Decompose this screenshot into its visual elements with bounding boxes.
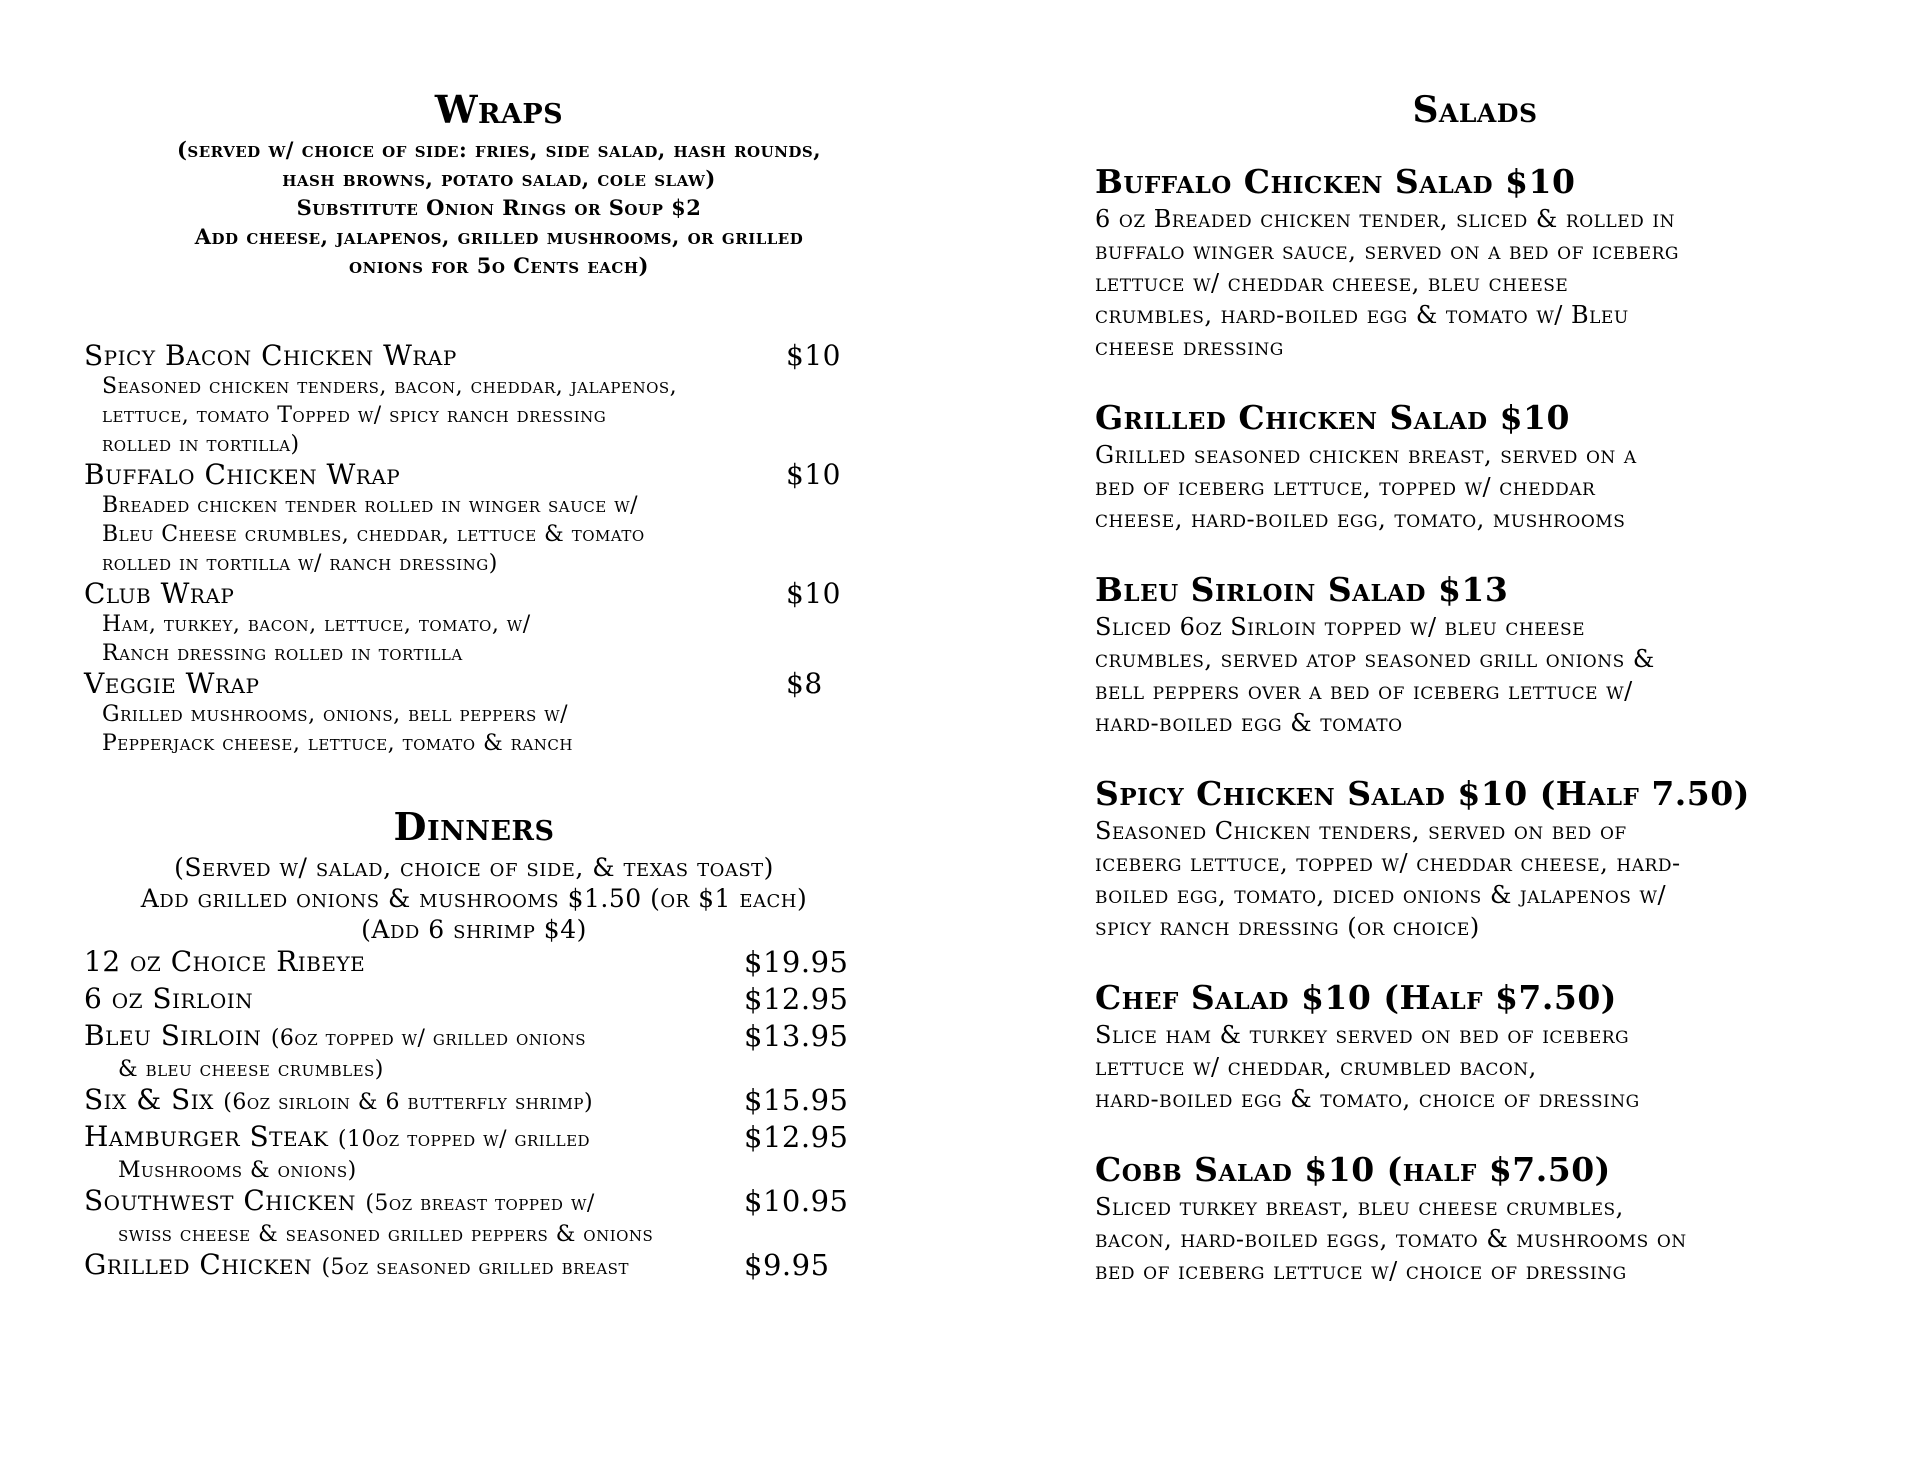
wraps-note-line: onions for 5o Cents each) [349,253,649,278]
salad-description-line: Slice ham & turkey served on bed of iceberg [1095,1021,1630,1049]
item-description-line: Pepperjack cheese, lettuce, tomato & ranch [102,731,573,756]
wraps-note-line: (served w/ choice of side: fries, side salad, hash rounds, [176,137,822,162]
salad-description-line: Seasoned Chicken tenders, served on bed of [1095,817,1627,845]
menu-item-ribeye [84,945,864,982]
salad-description-line: crumbles, served atop seasoned grill onions & [1095,645,1655,673]
item-description-line: Breaded chicken tender rolled in winger sauce w/ [102,493,639,518]
item-price: $12.95 [744,1120,849,1154]
menu-item-spicy-bacon-chicken-wrap [84,340,864,459]
left-column [84,85,914,1285]
salad-heading: Grilled Chicken Salad $10 [1095,398,1570,437]
salad-description-line: iceberg lettuce, topped w/ cheddar cheese, hard- [1095,849,1681,877]
wraps-note-line: Add cheese, jalapenos, grilled mushrooms, or grilled [194,224,804,249]
menu-item-buffalo-chicken-wrap [84,459,864,578]
dinners-title: Dinners [393,804,555,849]
item-description-line: Bleu Cheese crumbles, cheddar, lettuce & tomato [102,522,645,547]
salad-description-line: bacon, hard-boiled eggs, tomato & mushrooms on [1095,1225,1687,1253]
menu-item-sirloin [84,982,864,1019]
item-price: $15.95 [744,1083,849,1117]
item-description-line: Ranch dressing rolled in tortilla [102,641,463,666]
salad-heading: Cobb Salad $10 (half $7.50) [1095,1150,1611,1189]
wraps-note [84,135,914,280]
wraps-note-line: Substitute Onion Rings or Soup $2 [296,195,702,220]
item-name: Buffalo Chicken Wrap [84,458,401,491]
item-description-line: rolled in tortilla w/ ranch dressing) [102,551,498,576]
salad-description-line: bed of iceberg lettuce w/ choice of dressing [1095,1257,1627,1285]
item-price: $19.95 [744,945,849,979]
salad-description-line: Sliced 6oz Sirloin topped w/ bleu cheese [1095,613,1586,641]
item-name: Bleu Sirloin [84,1019,262,1052]
salad-description-line: bell peppers over a bed of iceberg lettuce w/ [1095,677,1633,705]
item-description-line: rolled in tortilla) [102,432,300,457]
salad-description-line: buffalo winger sauce, served on a bed of iceberg [1095,237,1679,265]
menu-item-veggie-wrap [84,668,864,758]
item-name: Veggie Wrap [84,667,260,700]
dinners-section [84,802,864,1285]
item-price: $10 [786,339,841,372]
salad-description-line: Sliced turkey breast, bleu cheese crumbles, [1095,1193,1624,1221]
salads-section [1095,85,1855,1287]
item-detail-continued: swiss cheese & seasoned grilled peppers & onions [118,1222,654,1247]
wraps-list [84,340,864,758]
item-price: $13.95 [744,1019,849,1053]
wraps-section [84,85,914,758]
item-detail: (6oz sirloin & 6 butterfly shrimp) [223,1090,594,1115]
menu-item-grilled-chicken [84,1248,864,1285]
salad-description-line: bed of iceberg lettuce, topped w/ cheddar [1095,473,1596,501]
item-name: Grilled Chicken [84,1248,313,1281]
salad-description-line: 6 oz Breaded chicken tender, sliced & rolled in [1095,205,1675,233]
menu-item-spicy-chicken-salad [1095,773,1855,943]
salad-heading: Chef Salad $10 (Half $7.50) [1095,978,1617,1017]
item-name: 6 oz Sirloin [84,982,254,1015]
menu-item-six-and-six [84,1083,864,1120]
item-price: $12.95 [744,982,849,1016]
item-name: 12 oz Choice Ribeye [84,945,366,978]
item-name: Southwest Chicken [84,1184,356,1217]
wraps-title: Wraps [434,87,564,132]
menu-item-southwest-chicken [84,1184,864,1248]
salad-description-line: hard-boiled egg & tomato [1095,709,1403,737]
item-name: Six & Six [84,1083,214,1116]
menu-item-bleu-sirloin-salad [1095,569,1855,739]
dinners-note-line: Add grilled onions & mushrooms $1.50 (or $1 each) [140,884,808,913]
salad-description-line: boiled egg, tomato, diced onions & jalapenos w/ [1095,881,1667,909]
item-price: $10 [786,458,841,491]
wraps-note-line: hash browns, potato salad, cole slaw) [282,166,716,191]
salad-description-line: spicy ranch dressing (or choice) [1095,913,1480,941]
salad-description-line: lettuce w/ cheddar cheese, bleu cheese [1095,269,1569,297]
item-name: Hamburger Steak [84,1120,329,1153]
salad-description-line: cheese, hard-boiled egg, tomato, mushrooms [1095,505,1626,533]
dinners-note-line: (Add 6 shrimp $4) [361,915,587,944]
item-price: $10.95 [744,1184,849,1218]
menu-item-bleu-sirloin [84,1019,864,1083]
dinners-note-line: (Served w/ salad, choice of side, & texas toast) [174,853,774,882]
item-detail: (5oz breast topped w/ [365,1191,595,1216]
salad-description-line: Grilled seasoned chicken breast, served on a [1095,441,1637,469]
menu-item-club-wrap [84,578,864,668]
item-description-line: Grilled mushrooms, onions, bell peppers w/ [102,702,569,727]
salad-description-line: crumbles, hard-boiled egg & tomato w/ Bleu [1095,301,1629,329]
item-name: Spicy Bacon Chicken Wrap [84,339,457,372]
salad-description-line: cheese dressing [1095,333,1284,361]
dinners-list [84,945,864,1285]
menu-item-chef-salad [1095,977,1855,1115]
salad-description-line: hard-boiled egg & tomato, choice of dressing [1095,1085,1640,1113]
salads-title: Salads [1412,89,1538,131]
salad-heading: Spicy Chicken Salad $10 (Half 7.50) [1095,774,1750,813]
item-description-line: Seasoned chicken tenders, bacon, cheddar, jalapenos, [102,374,678,399]
item-price: $8 [786,667,823,700]
salad-heading: Buffalo Chicken Salad $10 [1095,162,1576,201]
item-detail-continued: & bleu cheese crumbles) [118,1057,384,1082]
item-name: Club Wrap [84,577,235,610]
item-price: $9.95 [744,1248,830,1282]
item-detail: (6oz topped w/ grilled onions [270,1026,587,1051]
item-description-line: lettuce, tomato Topped w/ spicy ranch dressing [102,403,607,428]
right-column [1095,85,1855,1321]
salad-heading: Bleu Sirloin Salad $13 [1095,570,1509,609]
item-detail: (5oz seasoned grilled breast [321,1255,629,1280]
salad-description-line: lettuce w/ cheddar, crumbled bacon, [1095,1053,1537,1081]
menu-item-hamburger-steak [84,1120,864,1184]
item-detail-continued: Mushrooms & onions) [118,1158,357,1183]
menu-item-cobb-salad [1095,1149,1855,1287]
item-description-line: Ham, turkey, bacon, lettuce, tomato, w/ [102,612,531,637]
item-price: $10 [786,577,841,610]
menu-item-grilled-chicken-salad [1095,397,1855,535]
menu-item-buffalo-chicken-salad [1095,161,1855,363]
item-detail: (10oz topped w/ grilled [337,1127,591,1152]
